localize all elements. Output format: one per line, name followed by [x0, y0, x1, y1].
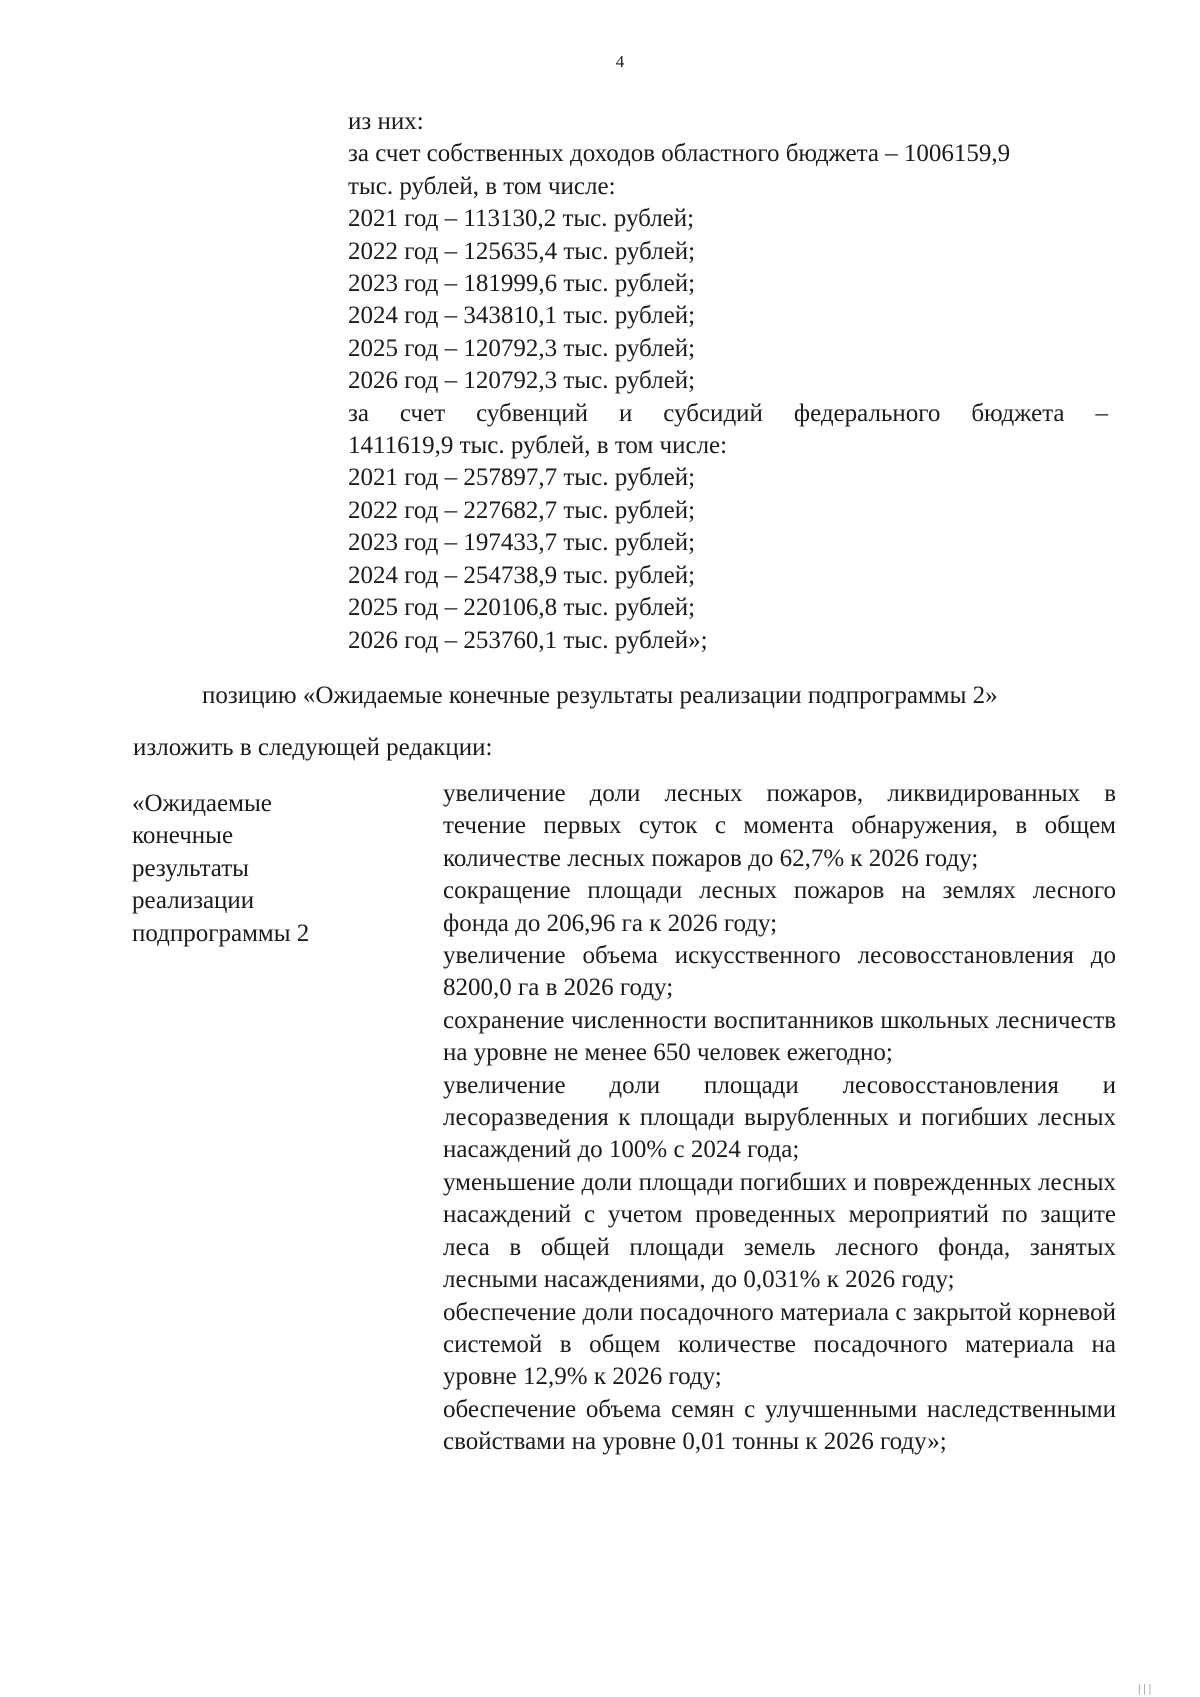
own-income-year-2024: 2024 год – 343810,1 тыс. рублей;: [348, 302, 696, 330]
financing-intro: из них:: [348, 108, 424, 135]
results-label-line: результаты: [132, 854, 249, 882]
instruction-line-1: позицию «Ожидаемые конечные результаты реализации подпрограммы 2»: [202, 682, 998, 709]
results-label-line: подпрограммы 2: [132, 919, 310, 947]
financing-block: [348, 106, 1108, 657]
own-income-year-2021: 2021 год – 113130,2 тыс. рублей;: [348, 205, 695, 233]
result-item-damaged-stands: уменьшение доли площади погибших и поврежденных лесных насаждений с учетом проведенных мероприятий по защите леса в общей площади земель лесного фонда, занятых лесными насаждениями, до 0,031% к 2026 году;: [443, 1168, 1116, 1294]
federal-line-1: за счет субвенций и субсидий федерального бюджета –: [348, 399, 1108, 427]
federal-year-2024: 2024 год – 254738,9 тыс. рублей;: [348, 561, 696, 589]
result-item-fires-share: увеличение доли лесных пожаров, ликвидированных в течение первых суток с момента обнаружения, в общем количестве лесных пожаров до 62,7% к 2026 году;: [443, 780, 1116, 872]
federal-year-2026: 2026 год – 253760,1 тыс. рублей»;: [348, 626, 708, 654]
result-item-improved-seeds: обеспечение объема семян с улучшенными наследственными свойствами на уровне 0,01 тонны к 2026 году»;: [443, 1395, 1116, 1456]
own-income-line-2: тыс. рублей, в том числе:: [348, 172, 616, 200]
results-label: [132, 788, 309, 950]
federal-year-2023: 2023 год – 197433,7 тыс. рублей;: [348, 529, 696, 557]
results-label-line: «Ожидаемые: [132, 790, 272, 817]
instruction-line-2: изложить в следующей редакции:: [133, 734, 493, 761]
result-item-fires-area: сокращение площади лесных пожаров на землях лесного фонда до 206,96 га к 2026 году;: [443, 877, 1116, 937]
results-label-line: конечные: [132, 822, 234, 850]
own-income-year-2023: 2023 год – 181999,6 тыс. рублей;: [348, 270, 696, 298]
result-item-reforestation-volume: увеличение объема искусственного лесовосстановления до 8200,0 га в 2026 году;: [443, 942, 1116, 1002]
result-item-school-forestry: сохранение численности воспитанников школьных лесничеств на уровне не менее 650 человек ежегодно;: [443, 1006, 1116, 1067]
result-item-planting-material: обеспечение доли посадочного материала с закрытой корневой системой в общем количестве посадочного материала на уровне 12,9% к 2026 году;: [443, 1298, 1116, 1391]
page-number: 4: [615, 52, 625, 71]
federal-year-2025: 2025 год – 220106,8 тыс. рублей;: [348, 594, 696, 622]
result-item-reforestation-share: увеличение доли площади лесовосстановления и лесоразведения к площади вырубленных и погибших лесных насаждений до 100% с 2024 года;: [443, 1071, 1116, 1164]
federal-year-2021: 2021 год – 257897,7 тыс. рублей;: [348, 464, 696, 492]
federal-line-2: 1411619,9 тыс. рублей, в том числе:: [348, 432, 728, 460]
results-label-line: реализации: [132, 887, 255, 915]
own-income-line-1: за счет собственных доходов областного бюджета – 1006159,9: [348, 140, 1011, 168]
own-income-year-2025: 2025 год – 120792,3 тыс. рублей;: [348, 334, 696, 362]
scan-artifact: |||: [1138, 1681, 1155, 1695]
results-list: [443, 778, 1116, 1459]
own-income-year-2026: 2026 год – 120792,3 тыс. рублей;: [348, 367, 696, 395]
federal-year-2022: 2022 год – 227682,7 тыс. рублей;: [348, 496, 696, 524]
own-income-year-2022: 2022 год – 125635,4 тыс. рублей;: [348, 237, 696, 265]
